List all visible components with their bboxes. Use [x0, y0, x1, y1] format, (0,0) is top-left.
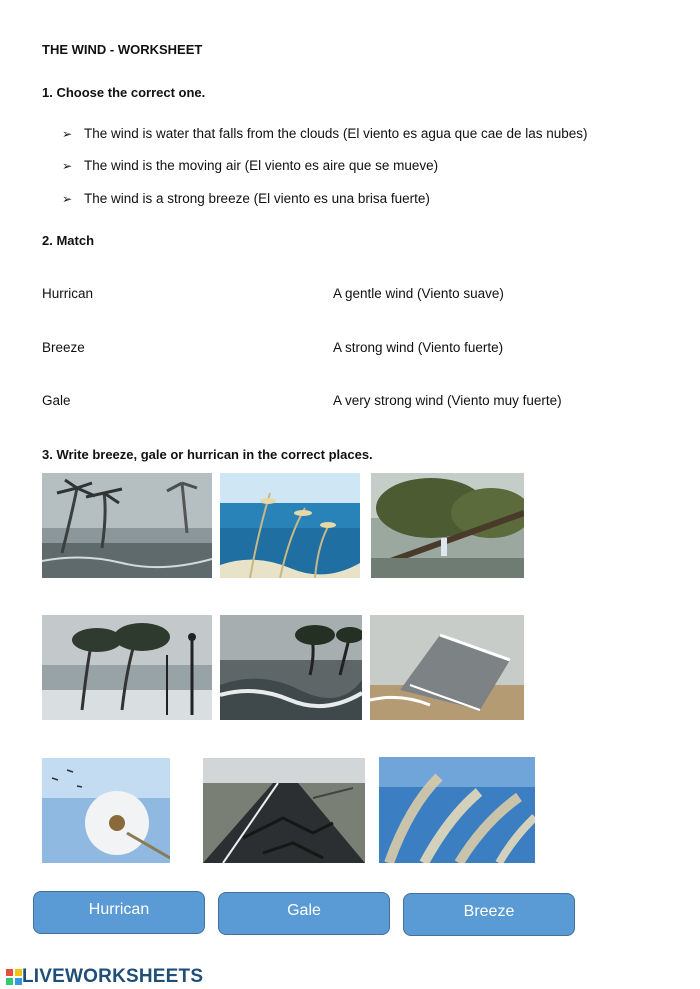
- photo-fallen-tree: [371, 473, 524, 578]
- match-term-1[interactable]: Hurrican: [42, 286, 94, 301]
- answer-breeze-button[interactable]: Breeze: [403, 893, 575, 936]
- match-definition-3[interactable]: A very strong wind (Viento muy fuerte): [333, 393, 562, 408]
- photo-pampas-grass: [379, 757, 535, 863]
- arrow-bullet-icon: ➢: [62, 158, 73, 173]
- photo-beach-grass: [220, 473, 360, 578]
- photo-collapsed-house: [370, 615, 524, 720]
- match-term-3[interactable]: Gale: [42, 393, 71, 408]
- photo-dandelion: [42, 758, 170, 863]
- arrow-bullet-icon: ➢: [62, 126, 73, 141]
- worksheet-title: THE WIND - WORKSHEET: [42, 42, 203, 57]
- answer-gale-button[interactable]: Gale: [218, 892, 390, 935]
- question-1-heading: 1. Choose the correct one.: [42, 85, 206, 100]
- option-1[interactable]: [62, 126, 588, 141]
- match-definition-1[interactable]: A gentle wind (Viento suave): [333, 286, 504, 301]
- option-3[interactable]: [62, 191, 430, 206]
- answer-hurrican-button[interactable]: Hurrican: [33, 891, 205, 934]
- photo-hurricane-palms: [42, 615, 212, 720]
- option-3-text: The wind is a strong breeze (El viento es una brisa fuerte): [84, 191, 430, 206]
- match-term-2[interactable]: Breeze: [42, 340, 85, 355]
- brand-text: LIVEWORKSHEETS: [22, 966, 204, 987]
- photo-storm-surge: [220, 615, 362, 720]
- option-2-text: The wind is the moving air (El viento es aire que se mueve): [84, 158, 439, 173]
- liveworksheets-logo: [6, 966, 203, 988]
- question-3-heading: 3. Write breeze, gale or hurrican in the correct places.: [42, 447, 373, 462]
- photo-cracked-road: [203, 758, 365, 863]
- arrow-bullet-icon: ➢: [62, 191, 73, 206]
- photo-stormy-palms: [42, 473, 212, 578]
- match-definition-2[interactable]: A strong wind (Viento fuerte): [333, 340, 504, 355]
- question-2-heading: 2. Match: [42, 233, 95, 248]
- option-2[interactable]: [62, 158, 438, 173]
- option-1-text: The wind is water that falls from the clouds (El viento es agua que cae de las nubes): [84, 126, 588, 141]
- logo-icon: [6, 969, 22, 985]
